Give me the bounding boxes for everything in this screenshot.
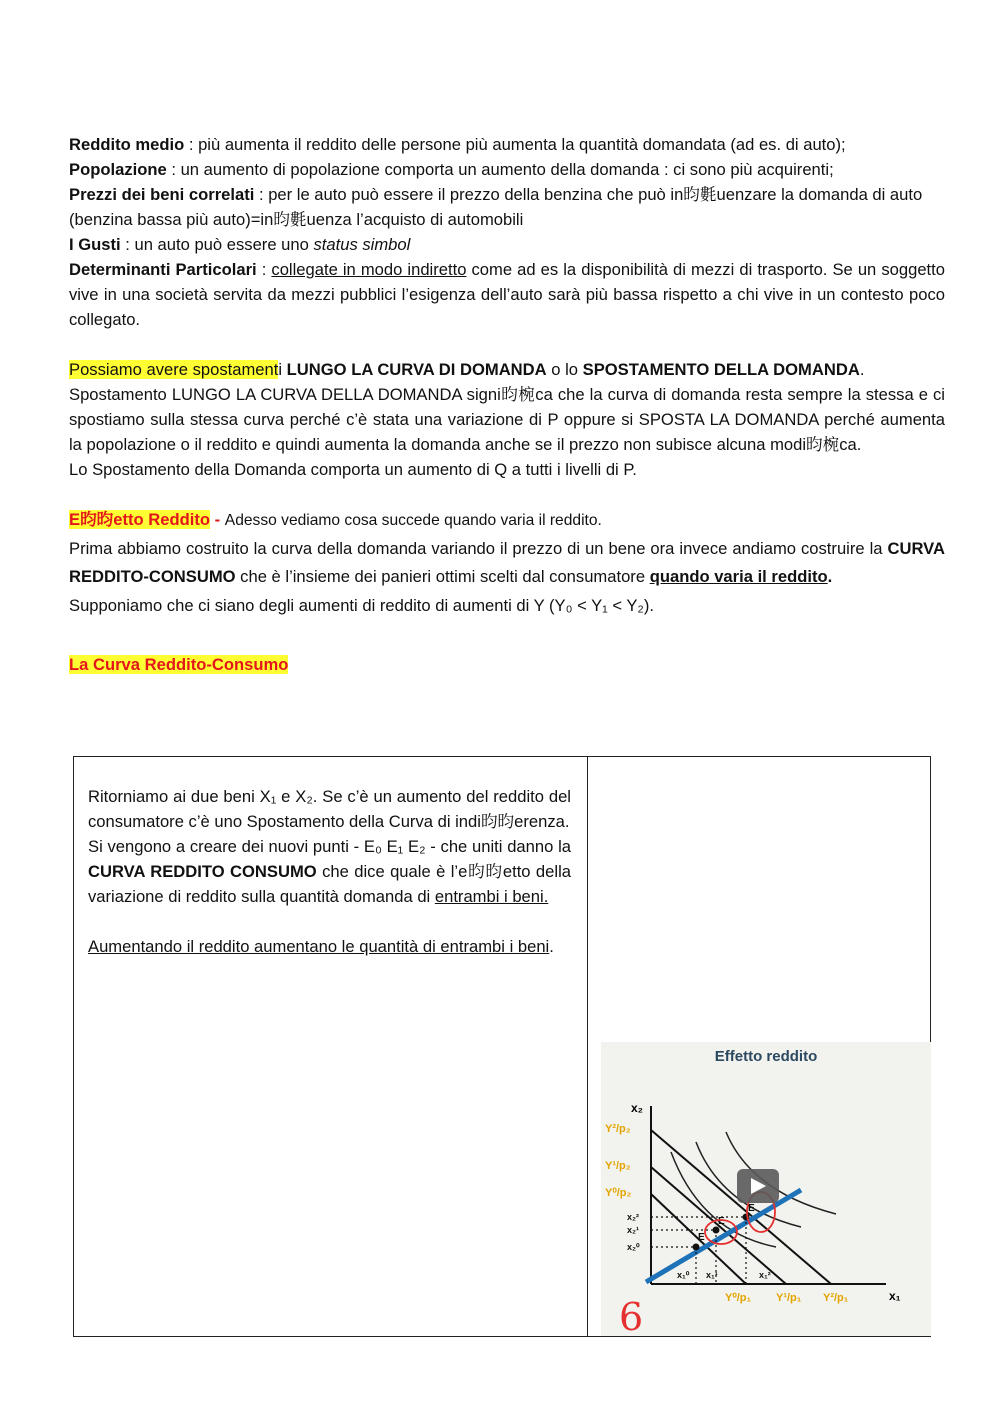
paragraph-prezzi-correlati: [69, 182, 945, 232]
paragraph-gusti: [69, 232, 945, 257]
point-label-e2: E: [748, 1203, 755, 1214]
x-tick-y2: Y²/p₁: [823, 1292, 849, 1304]
income-consumption-curve: [646, 1190, 801, 1282]
point-label-e1: E: [718, 1216, 725, 1227]
bold-curva-reddito-consumo: CURVA REDDITO-CONSUMO: [69, 539, 945, 586]
underlined-aumentando: Aumentando il reddito aumentano le quantità di entrambi i beni: [88, 937, 550, 956]
y-tick-y2: Y²/p₂: [605, 1123, 631, 1135]
paragraph-spostamenti: [69, 357, 945, 382]
term-gusti: I Gusti: [69, 235, 121, 254]
spacer: [69, 482, 945, 507]
cell-paragraph-3: [88, 934, 571, 959]
content-table: [73, 756, 931, 1337]
highlighted-text: Possiamo avere spostament: [69, 360, 279, 379]
text: .: [549, 937, 554, 956]
italic-status-simbol: status simbol: [313, 235, 411, 254]
income-effect-diagram: [601, 1042, 931, 1336]
paragraph-effetto-body: [69, 535, 945, 591]
text: che è l’insieme dei panieri ottimi scelti dal consumatore: [235, 567, 650, 586]
table-cell-figure: [588, 757, 930, 1336]
y-tick-y1: Y¹/p₂: [605, 1160, 631, 1172]
text: come ad es la disponibilità di mezzi di trasporto. Se un soggetto vive in una società servita da mezzi pubblici l’esigenza dell’auto sarà più bassa rispetto a chi vive in un contesto poco collegato.: [69, 260, 945, 329]
paragraph-supponiamo: Supponiamo che ci siano degli aumenti di reddito di aumenti di Y (Y₀ < Y₁ < Y₂).: [69, 596, 655, 615]
paragraph-reddito-medio: [69, 132, 945, 157]
point-label-e0: E: [698, 1232, 705, 1243]
y-axis-label: x₂: [631, 1101, 644, 1115]
x-tick-y1: Y¹/p₁: [776, 1292, 802, 1304]
equilibrium-point-e0: [693, 1244, 700, 1251]
x-qty-1: x₁¹: [706, 1270, 718, 1280]
term-prezzi-correlati: Prezzi dei beni correlati: [69, 185, 255, 204]
y-qty-1: x₂¹: [627, 1225, 640, 1235]
paragraph-spostamento-last: Lo Spostamento della Domanda comporta un aumento di Q a tutti i livelli di P.: [69, 460, 637, 479]
handwritten-mark: 6: [619, 1295, 644, 1336]
bold-lungo-curva: LUNGO LA CURVA DI DOMANDA: [286, 360, 547, 379]
paragraph-popolazione: [69, 157, 945, 182]
bold-spostamento-domanda: SPOSTAMENTO DELLA DOMANDA: [582, 360, 860, 379]
text: .: [827, 567, 833, 586]
term-determinanti: Determinanti Particolari: [69, 260, 257, 279]
underlined-entrambi: entrambi i beni.: [434, 887, 549, 906]
x-tick-y0: Y⁰/p₁: [725, 1292, 752, 1304]
text: : un auto può essere uno: [120, 235, 314, 254]
text: : per le auto può essere il prezzo della benzina che può in昀氀uenzare la domanda di auto (benzina bassa più auto)=in昀氀uenza l’acquisto di automobili: [69, 185, 923, 229]
cell-paragraph-1: Ritorniamo ai due beni X₁ e X₂. Se c’è un aumento del reddito del consumatore c’è uno Spostamento della Curva di indi昀昀erenza.: [88, 787, 571, 831]
play-icon[interactable]: [737, 1169, 779, 1203]
text: Prima abbiamo costruito la curva della domanda variando il prezzo di un bene ora invece andiamo costruire la: [69, 539, 888, 558]
y-qty-2: x₂²: [627, 1212, 640, 1222]
text: Adesso vediamo cosa succede quando varia il reddito.: [224, 512, 602, 529]
paragraph-spostamento-body: Spostamento LUNGO LA CURVA DELLA DOMANDA signi昀椀ca che la curva di domanda resta sempre la stessa e ci spostiamo sulla stessa curva perché c’è stata una variazione di P oppure si SPOSTA LA DOMANDA perché aumenta la popolazione o il reddito e quindi aumenta la domanda anche se il prezzo non subisce alcuna modi昀椀ca.: [69, 385, 945, 454]
effetto-reddito-title-dash: -: [210, 510, 225, 529]
term-reddito-medio: Reddito medio: [69, 135, 185, 154]
paragraph-determinanti: [69, 257, 945, 332]
text: : un aumento di popolazione comporta un aumento della domanda : ci sono più acquirenti;: [166, 160, 834, 179]
effetto-reddito-title: E昀昀etto Reddito: [69, 510, 211, 529]
text: i: [278, 360, 287, 379]
text: che dice quale è l’e昀昀etto della variazione di reddito sulla quantità domanda di: [88, 862, 571, 906]
x-axis-label: x₁: [889, 1289, 901, 1303]
document-body: [69, 132, 945, 677]
cell-paragraph-2: [88, 834, 571, 909]
text: :: [256, 260, 272, 279]
text: Si vengono a creare dei nuovi punti - E₀ E₁ E₂ - che uniti danno la: [88, 837, 571, 856]
effetto-reddito-figure: [601, 1042, 931, 1336]
x-qty-2: x₁²: [759, 1270, 771, 1280]
text: .: [859, 360, 865, 379]
y-tick-y0: Y⁰/p₂: [605, 1187, 632, 1199]
equilibrium-point-e1: [713, 1227, 720, 1234]
term-popolazione: Popolazione: [69, 160, 167, 179]
spacer: [69, 332, 945, 357]
text: : più aumenta il reddito delle persone più aumenta la quantità domandata (ad es. di auto);: [184, 135, 846, 154]
spacer: [88, 909, 571, 934]
y-qty-0: x₂⁰: [627, 1242, 640, 1252]
bold-curva-reddito-consumo-cell: CURVA REDDITO CONSUMO: [88, 862, 317, 881]
figure-title: Effetto reddito: [714, 1048, 818, 1065]
section-title-text: La Curva Reddito-Consumo: [69, 655, 289, 674]
underlined-phrase: collegate in modo indiretto: [271, 260, 467, 279]
spacer: [69, 618, 945, 652]
table-cell-text: [74, 757, 588, 1336]
paragraph-effetto-reddito-heading: [69, 507, 945, 533]
underlined-quando-varia: quando varia il reddito: [649, 567, 828, 586]
x-qty-0: x₁⁰: [677, 1270, 690, 1280]
text: o lo: [546, 360, 583, 379]
section-title: [69, 652, 945, 677]
